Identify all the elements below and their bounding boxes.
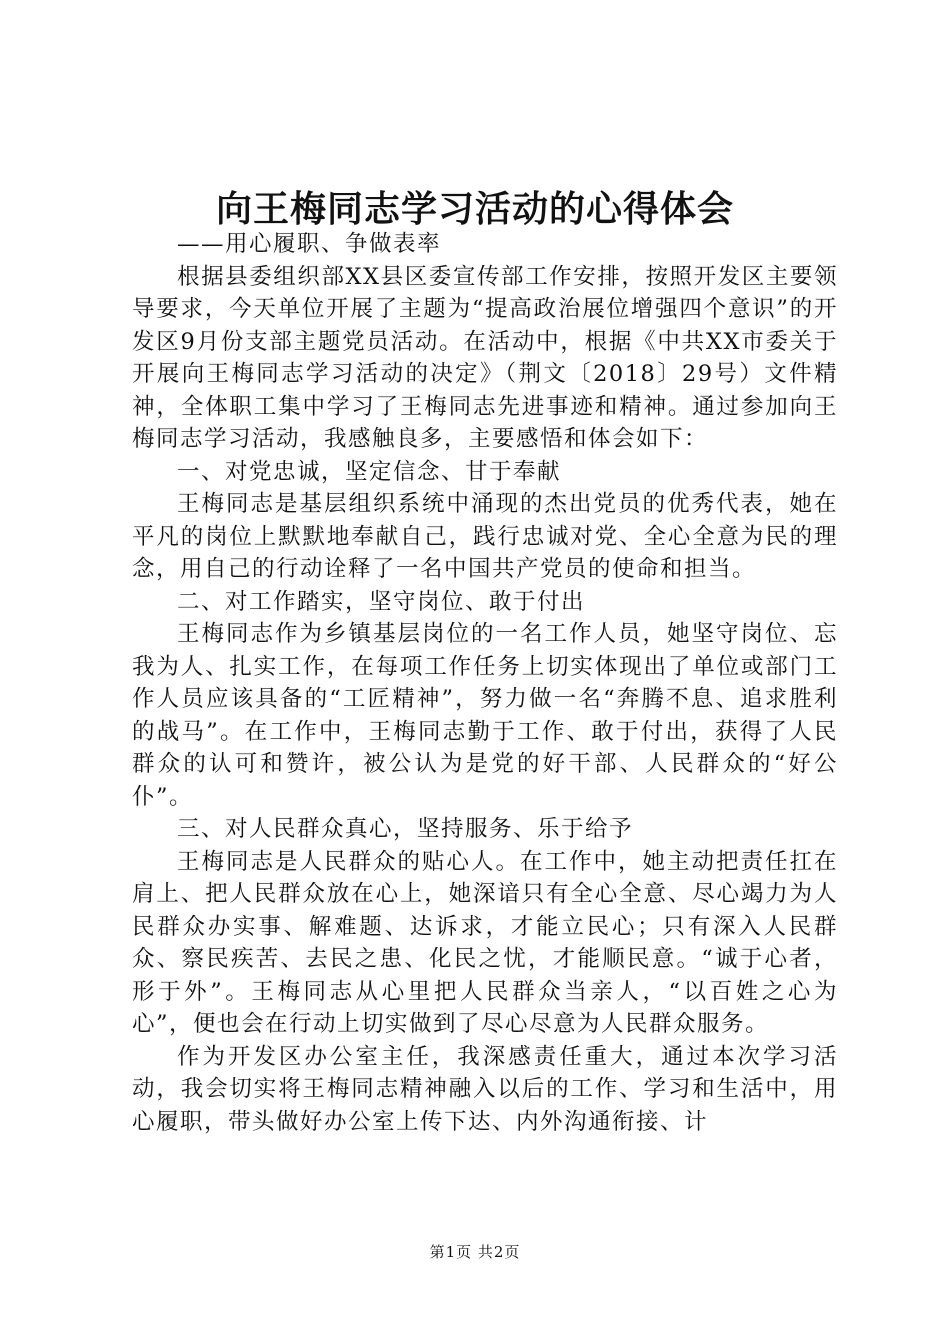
- section-paragraph-1: 王梅同志是基层组织系统中涌现的杰出党员的优秀代表，她在平凡的岗位上默默地奉献自己，践行忠诚对党、全心全意为民的理念，用自己的行动诠释了一名中国共产党员的使命和担当。: [132, 491, 838, 582]
- section-heading-3: 三、对人民群众真心，坚持服务、乐于给予: [177, 816, 634, 842]
- section-heading-1: 一、对党忠诚，坚定信念、甘于奉献: [177, 458, 562, 485]
- intro-paragraph: 根据县委组织部XX县区委宣传部工作安排，按照开发区主要领导要求，今天单位开展了主题为“提高政治展位增强四个意识”的开发区9月份支部主题党员活动。在活动中，根据《中共XX市委关于开展向王梅同志学习活动的决定》（荆文〔2018〕29号）文件精神，全体职工集中学习了王梅同志先进事迹和精神。通过参加向王梅同志学习活动，我感触良多，主要感悟和体会如下：: [132, 263, 838, 452]
- section-paragraph-3: 王梅同志是人民群众的贴心人。在工作中，她主动把责任扛在肩上、把人民群众放在心上，她深谙只有全心全意、尽心竭力为人民群众办实事、解难题、达诉求，才能立民心；只有深入人民群众、察民疾苦、去民之患、化民之忧，才能顺民意。“诚于心者，形于外”。王梅同志从心里把人民群众当亲人，“以百姓之心为心”，便也会在行动上切实做到了尽心尽意为人民群众服务。: [132, 848, 838, 1037]
- closing-paragraph: 作为开发区办公室主任，我深感责任重大，通过本次学习活动，我会切实将王梅同志精神融入以后的工作、学习和生活中，用心履职，带头做好办公室上传下达、内外沟通衔接、计: [132, 1043, 838, 1135]
- section-paragraph-2: 王梅同志作为乡镇基层岗位的一名工作人员，她坚守岗位、忘我为人、扎实工作，在每项工作任务上切实体现出了单位或部门工作人员应该具备的“工匠精神”，努力做一名“奔腾不息、追求胜利的战马”。在工作中，王梅同志勤于工作、敢于付出，获得了人民群众的认可和赞许，被公认为是党的好干部、人民群众的“好公仆”。: [132, 621, 838, 810]
- section-heading-2: 二、对工作踏实，坚守岗位、敢于付出: [177, 588, 586, 615]
- subtitle-paragraph: ——用心履职、争做表率: [177, 231, 442, 257]
- page-number-footer: 第1页 共2页: [429, 1243, 521, 1261]
- document-title: 向王梅同志学习活动的心得体会: [215, 188, 734, 230]
- document-body: [132, 228, 838, 1138]
